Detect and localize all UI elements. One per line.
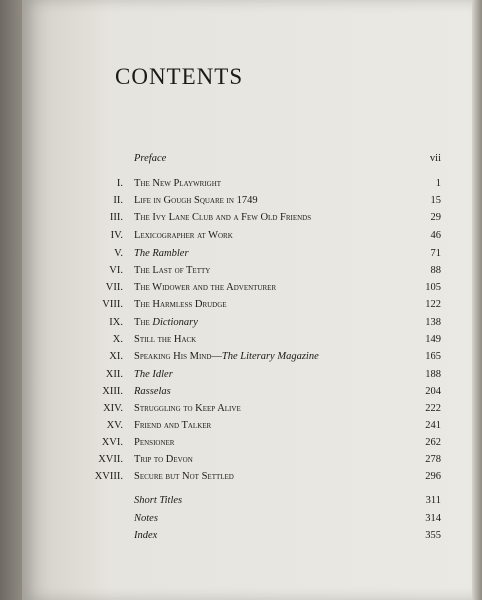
chapter-title-prefix: The [134, 317, 153, 328]
chapter-page: 105 [425, 282, 441, 293]
toc-chapter-15 [0, 417, 482, 434]
chapter-number: V. [114, 248, 123, 259]
chapter-title: Secure but Not Settled [134, 471, 234, 482]
toc-entry-index [0, 527, 482, 544]
toc-chapter-14 [0, 400, 482, 417]
chapter-title: The Idler [134, 369, 173, 380]
toc-chapter-16 [0, 434, 482, 451]
chapter-page: 204 [425, 386, 441, 397]
chapter-title: The Harmless Drudge [134, 299, 227, 310]
toc-chapter-10 [0, 331, 482, 348]
chapter-page: 241 [425, 420, 441, 431]
chapter-number: XIII. [102, 386, 123, 397]
chapter-title: The Widower and the Adventurer [134, 282, 277, 293]
chapter-page: 165 [425, 351, 441, 362]
chapter-page: 71 [430, 248, 441, 259]
toc-chapter-2 [0, 192, 482, 209]
chapter-page: 138 [425, 317, 441, 328]
toc-chapter-18 [0, 468, 482, 485]
toc-chapter-6 [0, 262, 482, 279]
toc-entry-short-titles [0, 492, 482, 509]
chapter-title: Life in Gough Square in 1749 [134, 195, 258, 206]
toc-chapter-7 [0, 279, 482, 296]
chapter-page: 88 [430, 265, 441, 276]
chapter-title-italic: The Literary Magazine [221, 351, 319, 362]
chapter-page: 1 [435, 178, 441, 189]
chapter-title: The Last of Tetty [134, 265, 211, 276]
toc-chapter-4 [0, 227, 482, 244]
chapter-page: 122 [425, 299, 441, 310]
chapter-number: XV. [106, 420, 123, 431]
chapter-number: VII. [105, 282, 123, 293]
toc-entry-preface [0, 150, 482, 167]
chapter-number: VI. [109, 265, 123, 276]
toc-chapter-8 [0, 296, 482, 313]
chapter-number: III. [109, 212, 123, 223]
toc-chapter-17 [0, 451, 482, 468]
chapter-page: 188 [425, 369, 441, 380]
chapter-number: XVII. [98, 454, 123, 465]
chapter-title: Lexicographer at Work [134, 230, 233, 241]
chapter-page: 15 [430, 195, 441, 206]
chapter-page: 149 [425, 334, 441, 345]
chapter-title: Still the Hack [134, 334, 197, 345]
toc-entry-page: 314 [425, 513, 441, 524]
chapter-title: Pensioner [134, 437, 175, 448]
chapter-number: XIV. [103, 403, 123, 414]
toc-entry-label: Index [134, 530, 158, 541]
toc-chapter-9 [0, 314, 482, 331]
chapter-title: Friend and Talker [134, 420, 212, 431]
chapter-title: Struggling to Keep Alive [134, 403, 241, 414]
toc-chapter-13 [0, 383, 482, 400]
chapter-number: II. [113, 195, 123, 206]
chapter-number: XVI. [101, 437, 123, 448]
toc-entry-page: 311 [425, 495, 441, 506]
toc-chapter-12 [0, 366, 482, 383]
toc-entry-page: vii [429, 153, 441, 164]
chapter-page: 262 [425, 437, 441, 448]
chapter-title-italic: Dictionary [152, 317, 198, 328]
chapter-title: Rasselas [134, 386, 171, 397]
toc-chapter-1 [0, 175, 482, 192]
chapter-number: XVIII. [94, 471, 123, 482]
toc-entry-notes [0, 510, 482, 527]
toc-entry-label: Short Titles [134, 495, 183, 506]
chapter-number: IV. [110, 230, 123, 241]
chapter-page: 296 [425, 471, 441, 482]
toc-chapter-11 [0, 348, 482, 365]
toc-entry-page: 355 [425, 530, 441, 541]
chapter-number: XI. [109, 351, 123, 362]
chapter-title: The Ivy Lane Club and a Few Old Friends [134, 212, 312, 223]
chapter-title: The New Playwright [134, 178, 222, 189]
chapter-title-prefix: Speaking His Mind— [134, 351, 222, 362]
chapter-number: XII. [105, 369, 123, 380]
chapter-page: 29 [430, 212, 441, 223]
chapter-title: Trip to Devon [134, 454, 193, 465]
chapter-number: X. [112, 334, 123, 345]
chapter-page: 222 [425, 403, 441, 414]
page-title: CONTENTS [115, 64, 244, 89]
chapter-number: IX. [109, 317, 123, 328]
chapter-page: 278 [425, 454, 441, 465]
toc-chapter-5 [0, 245, 482, 262]
toc-entry-label: Notes [134, 513, 158, 524]
toc-chapter-3 [0, 209, 482, 226]
chapter-number: I. [116, 178, 123, 189]
toc-entry-label: Preface [134, 153, 167, 164]
chapter-page: 46 [430, 230, 441, 241]
chapter-title: The Rambler [134, 248, 189, 259]
chapter-number: VIII. [102, 299, 123, 310]
